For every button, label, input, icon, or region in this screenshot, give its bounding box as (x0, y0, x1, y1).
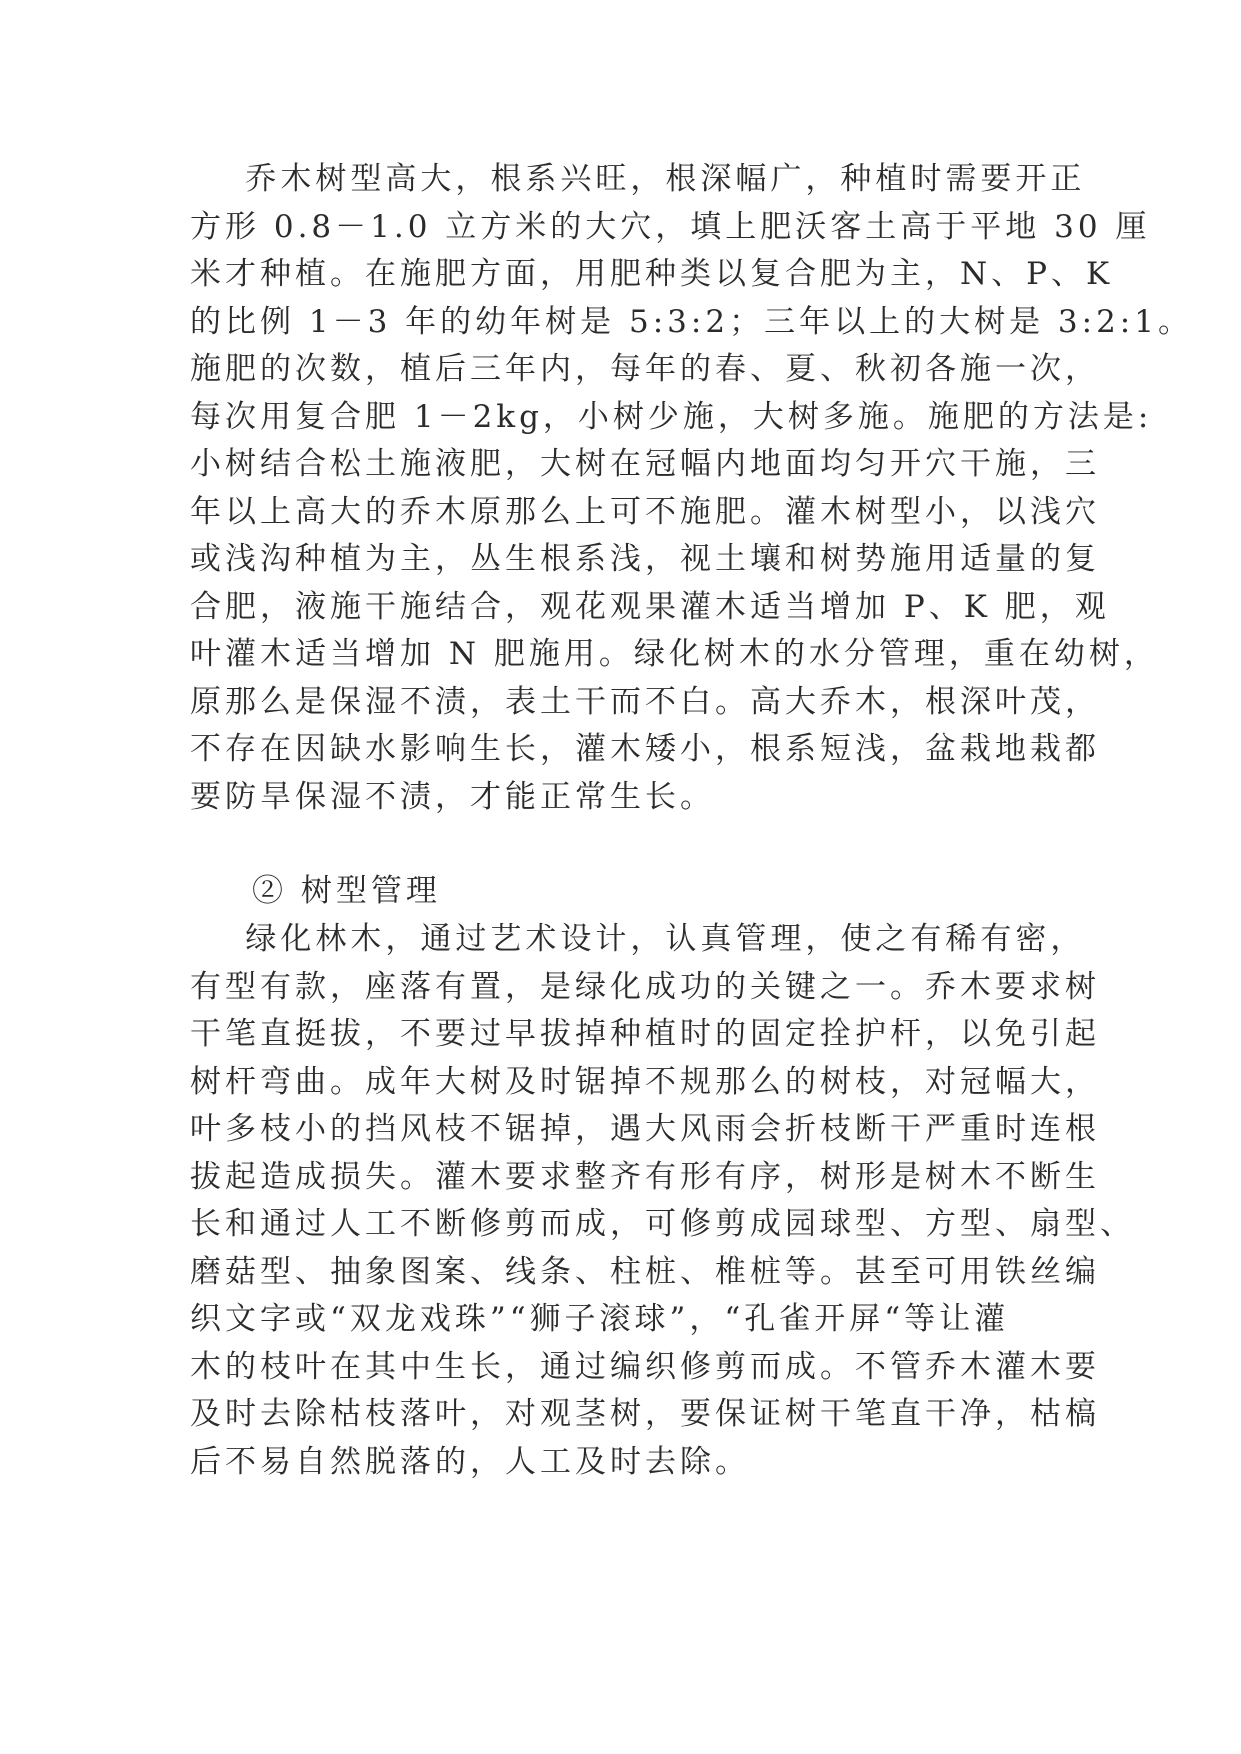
text-line: 及时去除枯枝落叶，对观茎树，要保证树干笔直干净，枯槁 (190, 1396, 1100, 1432)
text-line: 后不易自然脱落的，人工及时去除。 (190, 1443, 750, 1480)
paragraph-tree-shape (190, 916, 1135, 1486)
text-line: 绿化林木，通过艺术设计，认真管理，使之有稀有密， (190, 921, 1086, 957)
text-line: 长和通过人工不断修剪而成，可修剪成园球型、方型、扇型、 (190, 1206, 1135, 1242)
text-line: 年以上高大的乔木原那么上可不施肥。灌木树型小，以浅穴 (190, 493, 1100, 530)
text-line: 原那么是保湿不渍，表土干而不白。高大乔木，根深叶茂， (190, 683, 1100, 720)
text-line: 干笔直挺拔，不要过早拔掉种植时的固定拴护杆，以免引起 (190, 1016, 1100, 1052)
text-line: 方形 0.8－1.0 立方米的大穴，填上肥沃客土高于平地 30 厘 (190, 208, 1151, 245)
text-line: 的比例 1－3 年的幼年树是 5:3:2；三年以上的大树是 3:2:1。 (190, 303, 1193, 340)
text-line: 织文字或“双龙戏珠”“狮子滚球”，“孔雀开屏“等让灌 (190, 1301, 1010, 1337)
text-line: 磨菇型、抽象图案、线条、柱桩、椎桩等。甚至可用铁丝编 (190, 1253, 1100, 1290)
text-line: 拔起造成损失。灌木要求整齐有形有序，树形是树木不断生 (190, 1158, 1100, 1195)
text-line: 米才种植。在施肥方面，用肥种类以复合肥为主，N、P、K (190, 256, 1114, 292)
section-heading: ② 树型管理 (252, 873, 441, 909)
text-line: 乔木树型高大，根系兴旺，根深幅广，种植时需要开正 (190, 161, 1086, 197)
text-line: 施肥的次数，植后三年内，每年的春、夏、秋初各施一次， (190, 351, 1100, 387)
text-line: 有型有款，座落有置，是绿化成功的关键之一。乔木要求树 (190, 968, 1100, 1005)
text-line: 树杆弯曲。成年大树及时锯掉不规那么的树枝，对冠幅大， (190, 1063, 1100, 1100)
text-line: 合肥，液施干施结合，观花观果灌木适当增加 P、K 肥，观 (190, 588, 1110, 625)
text-line: 每次用复合肥 1－2kg，小树少施，大树多施。施肥的方法是: (190, 398, 1153, 435)
text-line: 不存在因缺水影响生长，灌木矮小，根系短浅，盆栽地栽都 (190, 731, 1100, 767)
text-line: 叶灌木适当增加 N 肥施用。绿化树木的水分管理，重在幼树， (190, 636, 1159, 672)
text-line: 或浅沟种植为主，丛生根系浅，视土壤和树势施用适量的复 (190, 541, 1100, 577)
text-line: 要防旱保湿不渍，才能正常生长。 (190, 778, 715, 815)
text-line: 叶多枝小的挡风枝不锯掉，遇大风雨会折枝断干严重时连根 (190, 1111, 1100, 1147)
text-line: 小树结合松土施液肥，大树在冠幅内地面均匀开穴干施，三 (190, 446, 1100, 482)
paragraph-fertilization (190, 156, 1193, 821)
text-line: 木的枝叶在其中生长，通过编织修剪而成。不管乔木灌木要 (190, 1348, 1100, 1385)
